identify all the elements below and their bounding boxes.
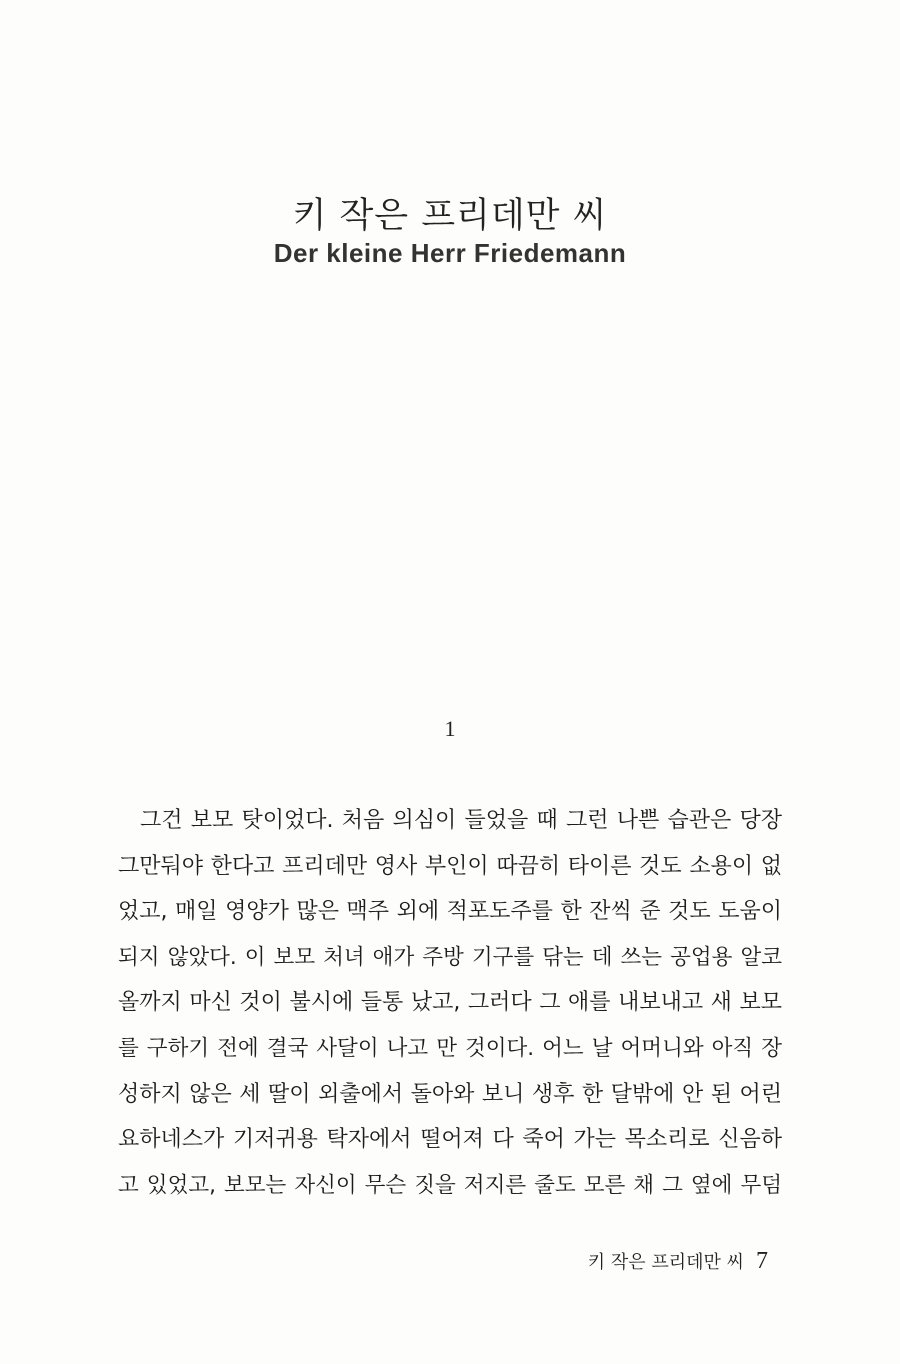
body-line: 를 구하기 전에 결국 사달이 나고 만 것이다. 어느 날 어머니와 아직 장 — [118, 1035, 782, 1061]
body-line: 되지 않았다. 이 보모 처녀 애가 주방 기구를 닦는 데 쓰는 공업용 알코 — [118, 944, 782, 970]
body-line: 성하지 않은 세 딸이 외출에서 돌아와 보니 생후 한 달밖에 안 된 어린 — [118, 1081, 782, 1107]
story-title-german: Der kleine Herr Friedemann — [273, 238, 627, 268]
body-paragraph — [118, 798, 782, 1208]
body-line: 올까지 마신 것이 불시에 들통 났고, 그러다 그 애를 내보내고 새 보모 — [118, 990, 782, 1016]
running-title: 키 작은 프리데만 씨 — [587, 1252, 744, 1273]
body-line: 그만둬야 한다고 프리데만 영사 부인이 따끔히 타이른 것도 소용이 없 — [118, 853, 782, 879]
story-title-korean: 키 작은 프리데만 씨 — [292, 196, 608, 236]
body-line: 그건 보모 탓이었다. 처음 의심이 들었을 때 그런 나쁜 습관은 당장 — [140, 808, 782, 833]
body-line: 었고, 매일 영양가 많은 맥주 외에 적포도주를 한 잔씩 준 것도 도움이 — [118, 899, 782, 925]
body-line: 요하네스가 기저귀용 탁자에서 떨어져 다 죽어 가는 목소리로 신음하 — [118, 1127, 782, 1153]
page-number: 7 — [756, 1248, 768, 1274]
page-footer — [588, 1248, 768, 1275]
body-line: 고 있었고, 보모는 자신이 무슨 짓을 저지른 줄도 모른 채 그 옆에 무덤 — [118, 1172, 782, 1198]
chapter-number: 1 — [444, 716, 456, 741]
